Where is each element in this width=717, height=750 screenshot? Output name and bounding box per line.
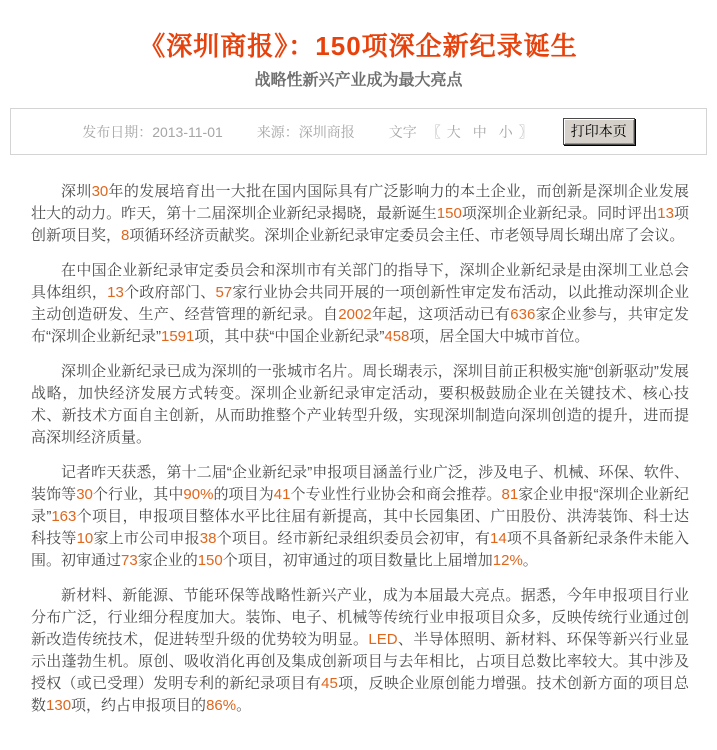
highlighted-number: 8 [121, 227, 130, 244]
source-label: 来源： [256, 123, 299, 140]
text-run: 项，约占申报项目的 [71, 697, 207, 714]
text-run: 家上市公司申报 [93, 530, 200, 547]
highlighted-number: 73 [121, 552, 138, 569]
text-run: 个项目，初审通过的项目数量比上届增加 [222, 552, 493, 569]
text-run: 深圳 [61, 183, 92, 200]
text-run: 项循环经济贡献奖。深圳企业新纪录审定委员会主任、市老领导周长瑚出席了会议。 [129, 227, 685, 244]
text-run: 家企业申报“深圳企业新纪录” [31, 486, 689, 525]
paragraph [31, 260, 689, 348]
text-run: 年起，这项活动已有 [371, 306, 511, 323]
text-run: 家行业协会共同开展的一项创新性审定发布活动，以此推动深圳企业主动创造研发、生产、经营管理的新纪录。自 [31, 284, 689, 323]
highlighted-number: 86% [206, 697, 237, 714]
source-value: 深圳商报 [298, 123, 355, 140]
paragraph [31, 462, 689, 572]
text-run: 个政府部门、 [123, 284, 216, 301]
publish-date-label: 发布日期： [82, 123, 153, 140]
text-run: 记者昨天获悉，第十二届“企业新纪录”申报项目涵盖行业广泛，涉及电子、机械、环保、软件、装饰等 [31, 464, 689, 503]
text-run: 个行业，其中 [92, 486, 184, 503]
highlighted-number: 10 [76, 530, 94, 547]
highlighted-number: 150 [436, 205, 462, 222]
highlighted-number: 38 [199, 530, 217, 547]
text-run: 年的发展培育出一大批在国内国际具有广泛影响力的本土企业，而创新是深圳企业发展壮大的动力。昨天，第十二届深圳企业新纪录揭晓，最新诞生 [31, 183, 689, 222]
text-run: 。 [236, 697, 252, 714]
text-run: 。 [522, 552, 538, 569]
font-size-small-link[interactable]: 小 [498, 123, 513, 140]
text-run: 在中国企业新纪录审定委员会和深圳市有关部门的指导下，深圳企业新纪录是由深圳工业总会具体组织， [31, 262, 689, 301]
article-body [0, 181, 717, 750]
text-run: 个项目。经市新纪录组织委员会初审，有 [216, 530, 491, 547]
font-size-controls [389, 122, 533, 142]
text-run: 个项目，申报项目整体水平比往届有新提高，其中长园集团、广田股份、洪涛装饰、科士达科技等 [31, 508, 689, 547]
highlighted-number: 1591 [161, 328, 195, 345]
text-run: 家企业参与，共审定发布“深圳企业新纪录” [31, 306, 689, 345]
font-size-medium-link[interactable]: 中 [472, 123, 487, 140]
highlighted-number: 12% [492, 552, 523, 569]
page-subtitle: 战略性新兴产业成为最大亮点 [254, 72, 463, 89]
paragraph [31, 361, 689, 449]
highlighted-number: 150 [197, 552, 223, 569]
text-run: 家企业的 [137, 552, 198, 569]
publish-date-value: 2013-11-01 [152, 123, 223, 140]
meta-bar [10, 108, 707, 155]
text-run: 个专业性行业协会和商会推荐。 [290, 486, 502, 503]
text-run: 的项目为 [213, 486, 274, 503]
text-run: 项不具备新纪录条件未能入围。初审通过 [31, 530, 689, 569]
highlighted-number: 163 [51, 508, 77, 525]
highlighted-number: 30 [91, 183, 109, 200]
highlighted-number: 90% [183, 486, 214, 503]
highlighted-number: LED [368, 631, 398, 648]
text-run: 深圳企业新纪录已成为深圳的一张城市名片。周长瑚表示，深圳目前正积极实施“创新驱动”发展战略，加快经济发展方式转变。深圳企业新纪录审定活动，要积极鼓励企业在关键技术、核心技术、新技术方面自主创新，从而助推整个产业转型升级，实现深圳制造向深圳创造的提升，进而提高深圳经济质量。 [31, 363, 689, 446]
page-title: 《深圳商报》：150项深企新纪录诞生 [139, 31, 578, 61]
font-size-large-link[interactable]: 大 [446, 123, 461, 140]
highlighted-number: 458 [384, 328, 410, 345]
highlighted-number: 13 [107, 284, 124, 301]
text-run: 项，居全国大中城市首位。 [409, 328, 590, 345]
highlighted-number: 13 [657, 205, 674, 222]
highlighted-number: 130 [46, 697, 72, 714]
highlighted-number: 636 [510, 306, 536, 323]
highlighted-number: 2002 [338, 306, 372, 323]
text-run: 项，反映企业原创能力增强。技术创新方面的项目总数 [31, 675, 689, 714]
print-page-button[interactable]: 打印本页 [563, 118, 635, 145]
bracket-close: 〗 [518, 123, 533, 140]
bracket-open: 〖 [426, 123, 441, 140]
highlighted-number: 14 [490, 530, 507, 547]
text-run: 项创新项目奖， [31, 205, 689, 244]
text-run: 、半导体照明、新材料、环保等新兴行业显示出蓬勃生机。原创、吸收消化再创及集成创新项目与去年相比，占项目总数比率较大。其中涉及授权（或已受理）发明专利的新纪录项目有 [31, 631, 689, 692]
highlighted-number: 57 [215, 284, 233, 301]
highlighted-number: 81 [501, 486, 519, 503]
paragraph [31, 585, 689, 717]
paragraph [31, 181, 689, 247]
text-run: 项，其中获“中国企业新纪录” [194, 328, 385, 345]
text-run: 新材料、新能源、节能环保等战略性新兴产业，成为本届最大亮点。据悉，今年申报项目行业分布广泛，行业细分程度加大。装饰、电子、机械等传统行业申报项目众多，反映传统行业通过创新改造传统技术，促进转型升级的优势较为明显。 [31, 587, 689, 648]
highlighted-number: 30 [76, 486, 93, 503]
text-run: 项深圳企业新纪录。同时评出 [461, 205, 658, 222]
publish-date [82, 122, 223, 142]
font-size-label: 文字 [388, 123, 417, 140]
source [257, 122, 355, 142]
highlighted-number: 45 [321, 675, 338, 692]
highlighted-number: 41 [273, 486, 291, 503]
